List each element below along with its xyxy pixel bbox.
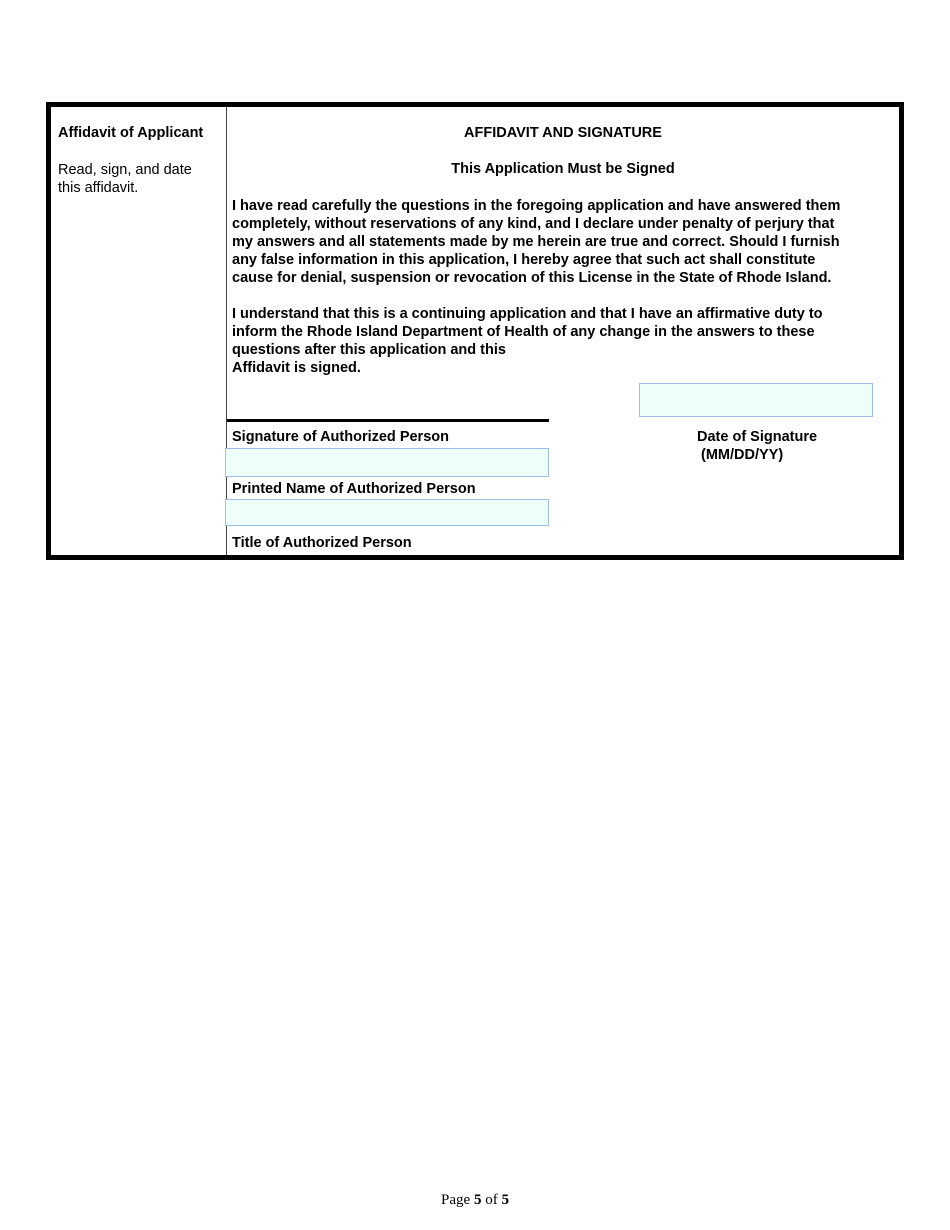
date-of-signature-field[interactable] [639,383,873,417]
paragraph-line: I understand that this is a continuing application and that I have an affirmative duty to [232,306,823,322]
paragraph-line: Affidavit is signed. [232,360,361,376]
date-format-hint: (MM/DD/YY) [701,447,784,463]
paragraph-line: inform the Rhode Island Department of Health of any change in the answers to these [232,324,815,340]
paragraph-line: I have read carefully the questions in the foregoing application and have answered them [232,198,841,214]
paragraph-line: questions after this application and this [232,342,506,358]
page-separator: of [485,1192,498,1208]
signature-line [227,419,549,422]
current-page: 5 [473,1192,482,1208]
sidebar-column [51,107,227,555]
total-pages: 5 [501,1192,509,1208]
declaration-paragraph [232,197,897,287]
paragraph-line: my answers and all statements made by me herein are true and correct. Should I furnish [232,234,840,250]
sidebar-title: Affidavit of Applicant [58,125,204,141]
page-number [0,1192,950,1209]
signature-field[interactable] [225,448,549,477]
affidavit-subheading: This Application Must be Signed [451,161,675,177]
date-of-signature-label: Date of Signature [697,429,818,445]
sidebar-instruction: Read, sign, and date this affidavit. [58,162,192,196]
printed-name-label: Printed Name of Authorized Person [232,481,476,497]
affidavit-heading: AFFIDAVIT AND SIGNATURE [464,125,662,141]
paragraph-line: any false information in this application, I hereby agree that such act shall constitute [232,252,816,268]
page-prefix: Page [441,1192,471,1208]
signature-label: Signature of Authorized Person [232,429,449,445]
paragraph-line: cause for denial, suspension or revocation of this License in the State of Rhode Island. [232,270,832,286]
continuing-duty-paragraph [232,305,897,377]
printed-name-field[interactable] [225,499,549,526]
affidavit-form-box [46,102,904,560]
paragraph-line: completely, without reservations of any kind, and I declare under penalty of perjury that [232,216,835,232]
title-label: Title of Authorized Person [232,535,412,551]
